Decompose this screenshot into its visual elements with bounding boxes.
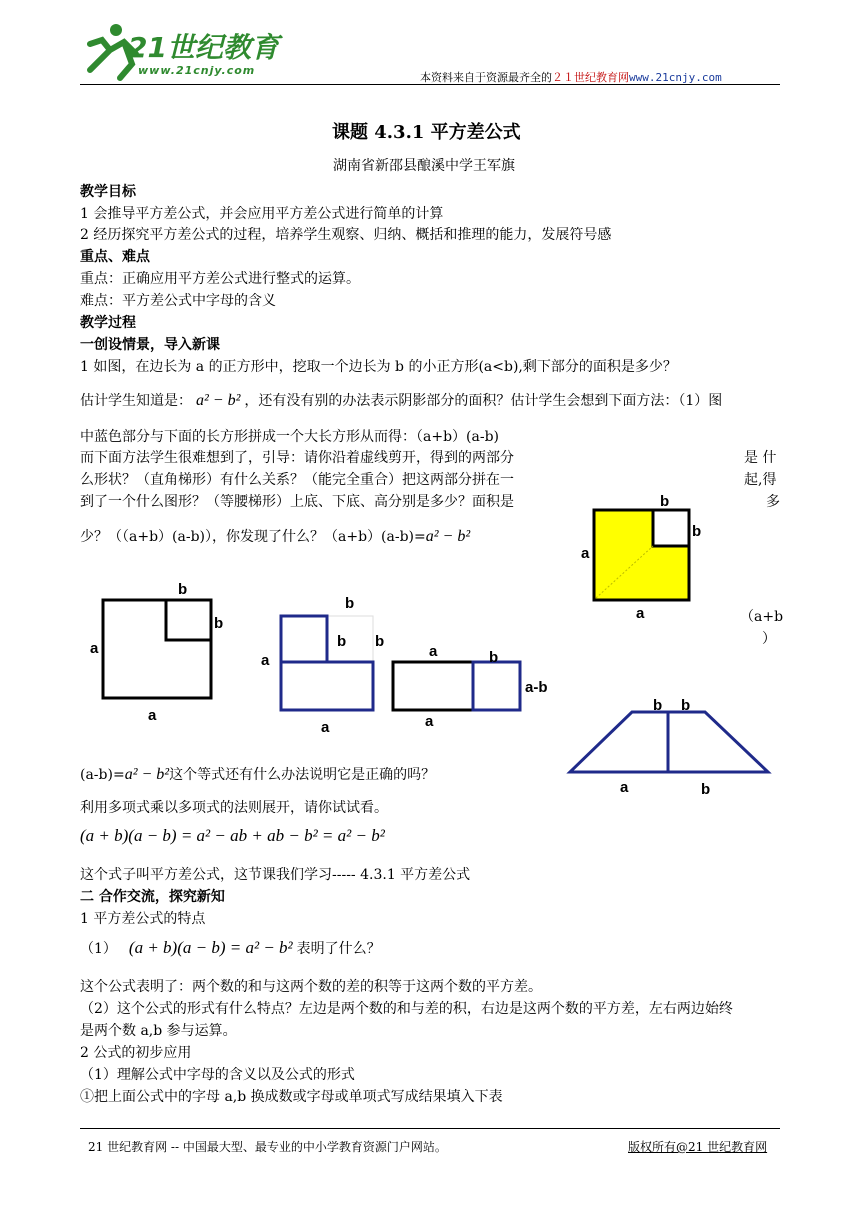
label-a-7: a xyxy=(620,779,629,796)
figure-trapezoid xyxy=(565,690,775,800)
label-a-minus-b: a-b xyxy=(525,679,548,696)
para-16: 2 公式的初步应用 xyxy=(80,1045,192,1061)
key-heading: 重点、难点 xyxy=(80,249,150,265)
para-4: 而下面方法学生很难想到了，引导：请你沿着虚线剪开，得到的两部分 xyxy=(80,450,514,466)
para-6-right: 多 xyxy=(766,494,780,510)
label-a-bottom: a xyxy=(636,605,645,620)
para-5: 么形状？（直角梯形）有什么关系？（能完全重合）把这两部分拼在一 xyxy=(80,472,514,488)
para-9: 利用多项式乘以多项式的法则展开，请你试试看。 xyxy=(80,800,388,816)
para-1: 1 如图，在边长为 a 的正方形中，挖取一个边长为 b 的小正方形(a<b),剩下部分的面积是多少？ xyxy=(80,359,677,375)
para-14: （2）这个公式的形式有什么特点？左边是两个数的和与差的积，右边是这两个数的平方差，左右两边始终 xyxy=(80,1001,733,1017)
goal-2: 2 经历探究平方差公式的过程，培养学生观察、归纳、概括和推理的能力，发展符号感 xyxy=(80,227,612,243)
para-15: 是两个数 a,b 参与运算。 xyxy=(80,1023,237,1039)
part2-heading: 二 合作交流，探究新知 xyxy=(80,889,225,905)
para-2: 估计学生知道是： a² − b² ，还有没有别的办法表示阴影部分的面积？估计学生会想到下面方法：（1）图 xyxy=(80,392,723,409)
figure-long-rect xyxy=(385,638,555,728)
formula-identity: (a + b)(a − b) = a² − b² xyxy=(128,938,293,957)
para-18: ①把上面公式中的字母 a,b 换成数或字母或单项式写成结果填入下表 xyxy=(80,1089,503,1105)
goal-1: 1 会推导平方差公式，并会应用平方差公式进行简单的计算 xyxy=(80,206,444,222)
para-3: 中蓝色部分与下面的长方形拼成一个大长方形从而得：（a+b）(a-b) xyxy=(80,429,500,445)
para-17: （1）理解公式中字母的含义以及公式的形式 xyxy=(80,1067,355,1083)
figure-square-cut xyxy=(88,578,228,726)
formula-a2-b2-3: a² − b² xyxy=(124,766,170,783)
footer-copyright-link[interactable]: 版权所有@21 世纪教育网 xyxy=(628,1140,768,1154)
figure-l-shape xyxy=(255,590,385,740)
figure-yellow-square xyxy=(576,490,706,620)
label-b-top: b xyxy=(660,493,670,510)
goals-heading: 教学目标 xyxy=(80,184,136,200)
part1-heading: 一创设情景，导入新课 xyxy=(80,337,220,353)
footer-rule xyxy=(80,1128,780,1129)
label-b-right: b xyxy=(692,523,702,540)
para-11: 1 平方差公式的特点 xyxy=(80,911,206,927)
para-4-right: 是 什 xyxy=(744,450,777,466)
logo-url: www.21cnjy.com xyxy=(138,64,256,77)
para-13: 这个公式表明了：两个数的和与这两个数的差的积等于这两个数的平方差。 xyxy=(80,979,542,995)
side-note-1: （a+b xyxy=(740,609,784,625)
para-5-right: 起,得 xyxy=(744,472,777,488)
para-10: 这个式子叫平方差公式，这节课我们学习----- 4.3.1 平方差公式 xyxy=(80,867,471,883)
key-1: 重点：正确应用平方差公式进行整式的运算。 xyxy=(80,271,360,287)
header-url[interactable]: www.21cnjy.com xyxy=(629,71,722,84)
para-8: (a-b)=a² − b²这个等式还有什么办法说明它是正确的吗？ xyxy=(80,766,436,783)
label-b-2: b xyxy=(214,615,224,632)
para-6: 到了一个什么图形？（等腰梯形）上底、下底、高分别是多少？面积是 xyxy=(80,494,514,510)
header-brand: ２１世纪教育网 xyxy=(552,71,629,84)
formula-a2-b2: a² − b² xyxy=(196,392,241,409)
label-b-7: b xyxy=(653,697,663,714)
key-2: 难点：平方差公式中字母的含义 xyxy=(80,293,276,309)
label-a-left: a xyxy=(581,545,590,562)
label-b-3: b xyxy=(345,595,355,612)
page-title: 课题 4.3.1 平方差公式 xyxy=(332,122,521,143)
label-a-2: a xyxy=(148,707,157,724)
label-b-1: b xyxy=(178,581,188,598)
label-a-6: a xyxy=(425,713,434,728)
process-heading: 教学过程 xyxy=(80,315,136,331)
label-a-4: a xyxy=(321,719,330,736)
label-b-5: b xyxy=(375,633,385,650)
label-b-6: b xyxy=(489,649,499,666)
header-rule xyxy=(80,84,780,85)
label-a-1: a xyxy=(90,640,99,657)
author: 湖南省新邵县酿溪中学王军旗 xyxy=(333,158,515,174)
formula-expansion: (a + b)(a − b) = a² − ab + ab − b² = a² − b² xyxy=(80,826,385,845)
label-b-8: b xyxy=(681,697,691,714)
label-b-9: b xyxy=(701,781,711,798)
footer-left: 21 世纪教育网 -- 中国最大型、最专业的中小学教育资源门户网站。 xyxy=(88,1140,447,1154)
logo-text: 21世纪教育 xyxy=(128,31,279,64)
para-7: 少？（（a+b）(a-b)），你发现了什么？（a+b）(a-b)=a² − b² xyxy=(80,528,471,545)
side-note-2: ） xyxy=(762,631,776,647)
para-12: （1） (a + b)(a − b) = a² − b² 表明了什么？ xyxy=(80,938,381,957)
formula-a2-b2-2: a² − b² xyxy=(425,528,471,545)
label-a-5: a xyxy=(429,643,438,660)
label-b-4: b xyxy=(337,633,347,650)
header-note: 本资料来自于资源最齐全的２１世纪教育网www.21cnjy.com xyxy=(420,71,722,84)
label-a-3: a xyxy=(261,652,270,669)
